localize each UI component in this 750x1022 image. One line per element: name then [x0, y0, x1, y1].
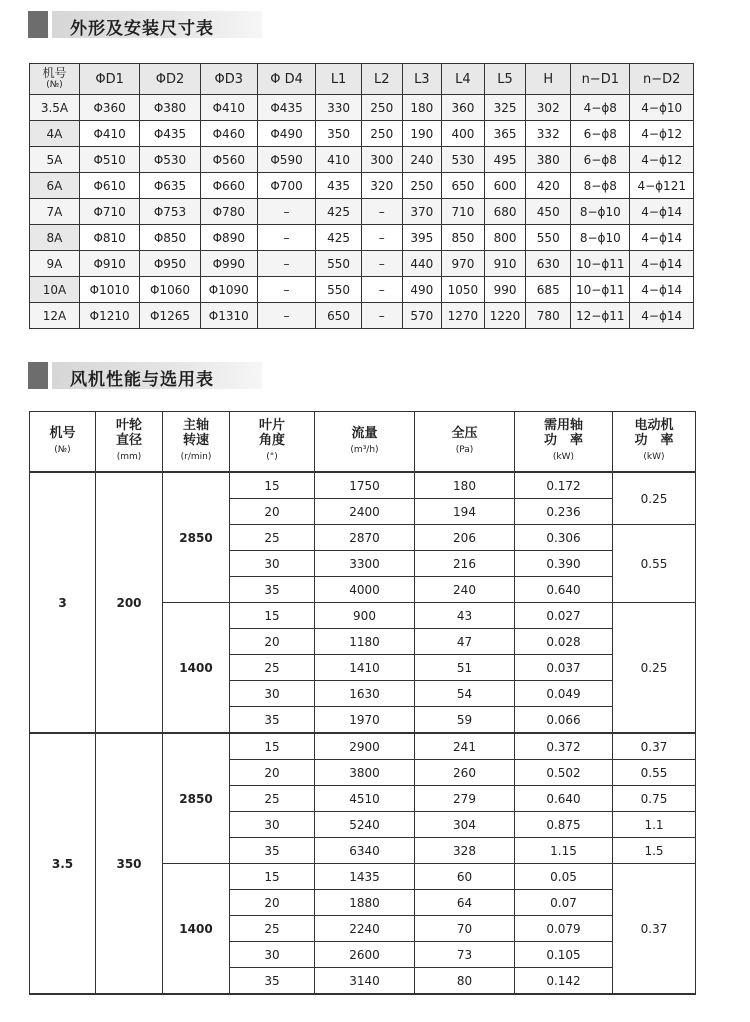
- dimension-cell: Φ530: [140, 147, 200, 173]
- pressure-cell: 60: [415, 864, 515, 890]
- header-unit: (mm): [116, 452, 142, 462]
- dimension-cell: 910: [484, 251, 526, 277]
- dimension-cell: 1050: [442, 277, 485, 303]
- dimension-cell: 190: [402, 121, 442, 147]
- impeller-diameter-cell: 350: [96, 733, 163, 994]
- dimension-cell: Φ635: [140, 173, 200, 199]
- dimension-cell: Φ410: [200, 95, 257, 121]
- dimension-cell: Φ1310: [200, 303, 257, 329]
- pressure-cell: 304: [415, 812, 515, 838]
- dimension-cell: 350: [316, 121, 362, 147]
- pressure-cell: 206: [415, 525, 515, 551]
- header-cell: L4: [442, 64, 485, 95]
- header-model-label: 机号: [42, 66, 67, 80]
- fan-model-cell: 3.5: [30, 733, 96, 994]
- impeller-diameter-cell: 200: [96, 472, 163, 733]
- shaft-power-cell: 0.236: [515, 499, 613, 525]
- dimension-cell: 4−ϕ12: [630, 121, 694, 147]
- shaft-power-cell: 0.875: [515, 812, 613, 838]
- header-label: 功 率: [634, 433, 674, 448]
- pressure-cell: 54: [415, 681, 515, 707]
- dimension-cell: Φ460: [200, 121, 257, 147]
- dimension-cell: 650: [316, 303, 362, 329]
- dimension-cell: 4−ϕ14: [630, 277, 694, 303]
- fan-model-cell: 3: [30, 472, 96, 733]
- angle-cell: 25: [230, 655, 315, 681]
- dimension-cell: 420: [526, 173, 571, 199]
- table-row: [30, 147, 694, 173]
- header-speed: [163, 412, 230, 473]
- dimension-cell: Φ560: [200, 147, 257, 173]
- dimension-cell: 12−ϕ11: [571, 303, 630, 329]
- flow-cell: 1435: [315, 864, 415, 890]
- shaft-power-cell: 0.027: [515, 603, 613, 629]
- pressure-cell: 70: [415, 916, 515, 942]
- header-label: 功 率: [543, 433, 583, 448]
- header-label: 角度: [258, 433, 285, 448]
- header-label: 叶片: [258, 418, 285, 433]
- table-row: [30, 173, 694, 199]
- dimension-cell: –: [257, 251, 315, 277]
- angle-cell: 15: [230, 733, 315, 760]
- dimension-cell: Φ380: [140, 95, 200, 121]
- flow-cell: 5240: [315, 812, 415, 838]
- header-shaft-power: [515, 412, 613, 473]
- dimension-cell: 10−ϕ11: [571, 277, 630, 303]
- table-row: [30, 225, 694, 251]
- dimension-cell: Φ700: [257, 173, 315, 199]
- dimension-cell: 250: [361, 95, 402, 121]
- dimension-cell: 370: [402, 199, 442, 225]
- pressure-cell: 260: [415, 760, 515, 786]
- pressure-cell: 240: [415, 577, 515, 603]
- dimensions-table: [29, 63, 694, 329]
- header-cell: H: [526, 64, 571, 95]
- dimension-cell: 850: [442, 225, 485, 251]
- header-unit: (m³/h): [350, 444, 379, 455]
- dimension-cell: 550: [316, 251, 362, 277]
- dimension-cell: 630: [526, 251, 571, 277]
- header-cell: n−D1: [571, 64, 630, 95]
- dimension-cell: Φ950: [140, 251, 200, 277]
- dimension-cell: Φ753: [140, 199, 200, 225]
- dimension-cell: 320: [361, 173, 402, 199]
- dimension-cell: 990: [484, 277, 526, 303]
- model-cell: 12A: [30, 303, 80, 329]
- dimension-cell: 6−ϕ8: [571, 147, 630, 173]
- shaft-power-cell: 0.640: [515, 577, 613, 603]
- dimension-cell: 395: [402, 225, 442, 251]
- dimension-cell: 440: [402, 251, 442, 277]
- dimension-cell: Φ810: [79, 225, 139, 251]
- motor-power-cell: 0.25: [613, 603, 696, 734]
- dimension-cell: 4−ϕ14: [630, 251, 694, 277]
- dimension-cell: 300: [361, 147, 402, 173]
- pressure-cell: 194: [415, 499, 515, 525]
- shaft-power-cell: 0.640: [515, 786, 613, 812]
- header-label: 全压: [451, 425, 478, 441]
- section-header-dimensions: [28, 11, 262, 38]
- dimension-cell: –: [361, 277, 402, 303]
- header-unit: (°): [266, 452, 278, 462]
- angle-cell: 20: [230, 629, 315, 655]
- shaft-power-cell: 0.079: [515, 916, 613, 942]
- pressure-cell: 279: [415, 786, 515, 812]
- table-row: [30, 277, 694, 303]
- dimension-cell: 780: [526, 303, 571, 329]
- motor-power-cell: 0.75: [613, 786, 696, 812]
- header-pressure: [415, 412, 515, 473]
- motor-power-cell: 0.37: [613, 733, 696, 760]
- dimension-cell: Φ1210: [79, 303, 139, 329]
- speed-cell: 1400: [163, 864, 230, 995]
- angle-cell: 20: [230, 890, 315, 916]
- model-cell: 8A: [30, 225, 80, 251]
- dimension-cell: 425: [316, 199, 362, 225]
- pressure-cell: 216: [415, 551, 515, 577]
- flow-cell: 2900: [315, 733, 415, 760]
- shaft-power-cell: 0.502: [515, 760, 613, 786]
- angle-cell: 25: [230, 525, 315, 551]
- flow-cell: 2240: [315, 916, 415, 942]
- pressure-cell: 43: [415, 603, 515, 629]
- flow-cell: 4000: [315, 577, 415, 603]
- dimension-cell: 685: [526, 277, 571, 303]
- table-row: [30, 472, 696, 499]
- dimension-cell: 4−ϕ10: [630, 95, 694, 121]
- dimension-cell: 4−ϕ14: [630, 303, 694, 329]
- shaft-power-cell: 0.172: [515, 472, 613, 499]
- header-cell: Φ D4: [257, 64, 315, 95]
- header-unit: (r/min): [180, 452, 212, 462]
- flow-cell: 1880: [315, 890, 415, 916]
- header-model-sub: (№): [46, 80, 63, 90]
- dimension-cell: –: [361, 303, 402, 329]
- flow-cell: 1630: [315, 681, 415, 707]
- pressure-cell: 51: [415, 655, 515, 681]
- header-label: 需用轴: [543, 418, 583, 433]
- header-unit: (Pa): [455, 444, 474, 455]
- header-label: 叶轮: [115, 418, 142, 433]
- angle-cell: 15: [230, 603, 315, 629]
- flow-cell: 1410: [315, 655, 415, 681]
- dimension-cell: 4−ϕ8: [571, 95, 630, 121]
- dimension-cell: 680: [484, 199, 526, 225]
- angle-cell: 35: [230, 838, 315, 864]
- flow-cell: 1750: [315, 472, 415, 499]
- shaft-power-cell: 0.049: [515, 681, 613, 707]
- dimension-cell: 360: [442, 95, 485, 121]
- header-label: 电动机: [634, 418, 674, 433]
- angle-cell: 15: [230, 472, 315, 499]
- flow-cell: 3800: [315, 760, 415, 786]
- table-row: [30, 199, 694, 225]
- pressure-cell: 59: [415, 707, 515, 734]
- section-marker-square: [28, 362, 48, 389]
- dimension-cell: 410: [316, 147, 362, 173]
- angle-cell: 30: [230, 551, 315, 577]
- model-cell: 4A: [30, 121, 80, 147]
- dimension-cell: 8−ϕ10: [571, 225, 630, 251]
- dimension-cell: Φ1090: [200, 277, 257, 303]
- dimension-cell: 6−ϕ8: [571, 121, 630, 147]
- dimension-cell: –: [361, 199, 402, 225]
- shaft-power-cell: 1.15: [515, 838, 613, 864]
- motor-power-cell: 0.25: [613, 472, 696, 525]
- dimension-cell: Φ780: [200, 199, 257, 225]
- dimension-cell: 1270: [442, 303, 485, 329]
- pressure-cell: 47: [415, 629, 515, 655]
- dimension-cell: 8−ϕ8: [571, 173, 630, 199]
- flow-cell: 1180: [315, 629, 415, 655]
- dimension-cell: 380: [526, 147, 571, 173]
- model-cell: 9A: [30, 251, 80, 277]
- dimension-cell: 550: [526, 225, 571, 251]
- header-cell: L2: [361, 64, 402, 95]
- table-row: [30, 303, 694, 329]
- dimension-cell: 400: [442, 121, 485, 147]
- performance-body: [30, 472, 696, 994]
- shaft-power-cell: 0.390: [515, 551, 613, 577]
- header-label: 转速: [182, 433, 209, 448]
- motor-power-cell: 1.1: [613, 812, 696, 838]
- header-model: [30, 412, 96, 473]
- motor-power-cell: 0.55: [613, 525, 696, 603]
- section-header-performance: [28, 362, 262, 389]
- angle-cell: 25: [230, 916, 315, 942]
- angle-cell: 30: [230, 812, 315, 838]
- shaft-power-cell: 0.028: [515, 629, 613, 655]
- dimension-cell: 4−ϕ121: [630, 173, 694, 199]
- model-cell: 10A: [30, 277, 80, 303]
- dimension-cell: 435: [316, 173, 362, 199]
- shaft-power-cell: 0.372: [515, 733, 613, 760]
- header-unit: (kW): [643, 452, 665, 462]
- dimension-cell: –: [361, 251, 402, 277]
- header-angle: [230, 412, 315, 473]
- dimension-cell: 8−ϕ10: [571, 199, 630, 225]
- dimension-cell: 970: [442, 251, 485, 277]
- header-unit: (№): [54, 444, 71, 455]
- flow-cell: 3140: [315, 968, 415, 995]
- dimension-cell: Φ910: [79, 251, 139, 277]
- dimension-cell: 800: [484, 225, 526, 251]
- speed-cell: 2850: [163, 733, 230, 864]
- dimension-cell: 180: [402, 95, 442, 121]
- header-cell: L5: [484, 64, 526, 95]
- dimensions-header-row: [30, 64, 694, 95]
- angle-cell: 30: [230, 942, 315, 968]
- model-cell: 3.5A: [30, 95, 80, 121]
- dimension-cell: 250: [402, 173, 442, 199]
- angle-cell: 35: [230, 577, 315, 603]
- header-label: 主轴: [182, 418, 209, 433]
- dimension-cell: 250: [361, 121, 402, 147]
- dimension-cell: 1220: [484, 303, 526, 329]
- header-label: 机号: [49, 425, 76, 441]
- motor-power-cell: 0.37: [613, 864, 696, 995]
- dimension-cell: Φ1010: [79, 277, 139, 303]
- flow-cell: 6340: [315, 838, 415, 864]
- flow-cell: 1970: [315, 707, 415, 734]
- dimension-cell: Φ590: [257, 147, 315, 173]
- dimension-cell: 302: [526, 95, 571, 121]
- dimension-cell: –: [257, 303, 315, 329]
- dimension-cell: –: [361, 225, 402, 251]
- dimension-cell: Φ890: [200, 225, 257, 251]
- dimension-cell: 240: [402, 147, 442, 173]
- dimension-cell: 325: [484, 95, 526, 121]
- header-flow: [315, 412, 415, 473]
- dimension-cell: 10−ϕ11: [571, 251, 630, 277]
- pressure-cell: 180: [415, 472, 515, 499]
- flow-cell: 900: [315, 603, 415, 629]
- header-cell: ΦD2: [140, 64, 200, 95]
- dimension-cell: –: [257, 225, 315, 251]
- angle-cell: 35: [230, 707, 315, 734]
- shaft-power-cell: 0.306: [515, 525, 613, 551]
- dimension-cell: 450: [526, 199, 571, 225]
- dimension-cell: 600: [484, 173, 526, 199]
- dimension-cell: –: [257, 199, 315, 225]
- angle-cell: 35: [230, 968, 315, 995]
- speed-cell: 2850: [163, 472, 230, 603]
- pressure-cell: 328: [415, 838, 515, 864]
- header-cell: L3: [402, 64, 442, 95]
- pressure-cell: 241: [415, 733, 515, 760]
- model-cell: 7A: [30, 199, 80, 225]
- header-cell: L1: [316, 64, 362, 95]
- header-motor-power: [613, 412, 696, 473]
- flow-cell: 3300: [315, 551, 415, 577]
- dimension-cell: Φ850: [140, 225, 200, 251]
- header-cell: ΦD1: [79, 64, 139, 95]
- speed-cell: 1400: [163, 603, 230, 734]
- dimension-cell: 570: [402, 303, 442, 329]
- performance-table: [29, 411, 696, 995]
- header-model: [30, 64, 80, 95]
- table-row: [30, 121, 694, 147]
- dimension-cell: Φ490: [257, 121, 315, 147]
- flow-cell: 2870: [315, 525, 415, 551]
- dimension-cell: Φ990: [200, 251, 257, 277]
- angle-cell: 20: [230, 499, 315, 525]
- dimension-cell: 530: [442, 147, 485, 173]
- dimension-cell: Φ660: [200, 173, 257, 199]
- pressure-cell: 80: [415, 968, 515, 995]
- dimensions-body: [30, 95, 694, 329]
- dimension-cell: 495: [484, 147, 526, 173]
- dimension-cell: 4−ϕ14: [630, 199, 694, 225]
- angle-cell: 25: [230, 786, 315, 812]
- dimension-cell: 332: [526, 121, 571, 147]
- shaft-power-cell: 0.105: [515, 942, 613, 968]
- dimension-cell: Φ410: [79, 121, 139, 147]
- section-marker-square: [28, 11, 48, 38]
- dimension-cell: 710: [442, 199, 485, 225]
- pressure-cell: 64: [415, 890, 515, 916]
- table-row: [30, 733, 696, 760]
- dimension-cell: –: [257, 277, 315, 303]
- dimension-cell: 550: [316, 277, 362, 303]
- dimension-cell: 4−ϕ14: [630, 225, 694, 251]
- motor-power-cell: 0.55: [613, 760, 696, 786]
- shaft-power-cell: 0.142: [515, 968, 613, 995]
- table-row: [30, 251, 694, 277]
- shaft-power-cell: 0.05: [515, 864, 613, 890]
- motor-power-cell: 1.5: [613, 838, 696, 864]
- flow-cell: 2600: [315, 942, 415, 968]
- flow-cell: 4510: [315, 786, 415, 812]
- header-cell: n−D2: [630, 64, 694, 95]
- header-label: 流量: [351, 425, 378, 441]
- header-impeller: [96, 412, 163, 473]
- dimension-cell: Φ435: [257, 95, 315, 121]
- model-cell: 6A: [30, 173, 80, 199]
- model-cell: 5A: [30, 147, 80, 173]
- table-row: [30, 95, 694, 121]
- dimension-cell: Φ1265: [140, 303, 200, 329]
- dimension-cell: 4−ϕ12: [630, 147, 694, 173]
- dimension-cell: Φ360: [79, 95, 139, 121]
- shaft-power-cell: 0.07: [515, 890, 613, 916]
- pressure-cell: 73: [415, 942, 515, 968]
- dimension-cell: 650: [442, 173, 485, 199]
- dimension-cell: Φ510: [79, 147, 139, 173]
- dimension-cell: 490: [402, 277, 442, 303]
- header-unit: (kW): [552, 452, 575, 462]
- flow-cell: 2400: [315, 499, 415, 525]
- dimension-cell: Φ435: [140, 121, 200, 147]
- shaft-power-cell: 0.037: [515, 655, 613, 681]
- dimension-cell: Φ610: [79, 173, 139, 199]
- dimension-cell: 365: [484, 121, 526, 147]
- angle-cell: 20: [230, 760, 315, 786]
- performance-header-row: [30, 412, 696, 473]
- shaft-power-cell: 0.066: [515, 707, 613, 734]
- section-title: 风机性能与选用表: [70, 370, 214, 390]
- dimension-cell: 330: [316, 95, 362, 121]
- section-title: 外形及安装尺寸表: [70, 19, 214, 39]
- dimension-cell: Φ710: [79, 199, 139, 225]
- dimension-cell: 425: [316, 225, 362, 251]
- dimension-cell: Φ1060: [140, 277, 200, 303]
- header-cell: ΦD3: [200, 64, 257, 95]
- angle-cell: 30: [230, 681, 315, 707]
- angle-cell: 15: [230, 864, 315, 890]
- header-label: 直径: [115, 433, 142, 448]
